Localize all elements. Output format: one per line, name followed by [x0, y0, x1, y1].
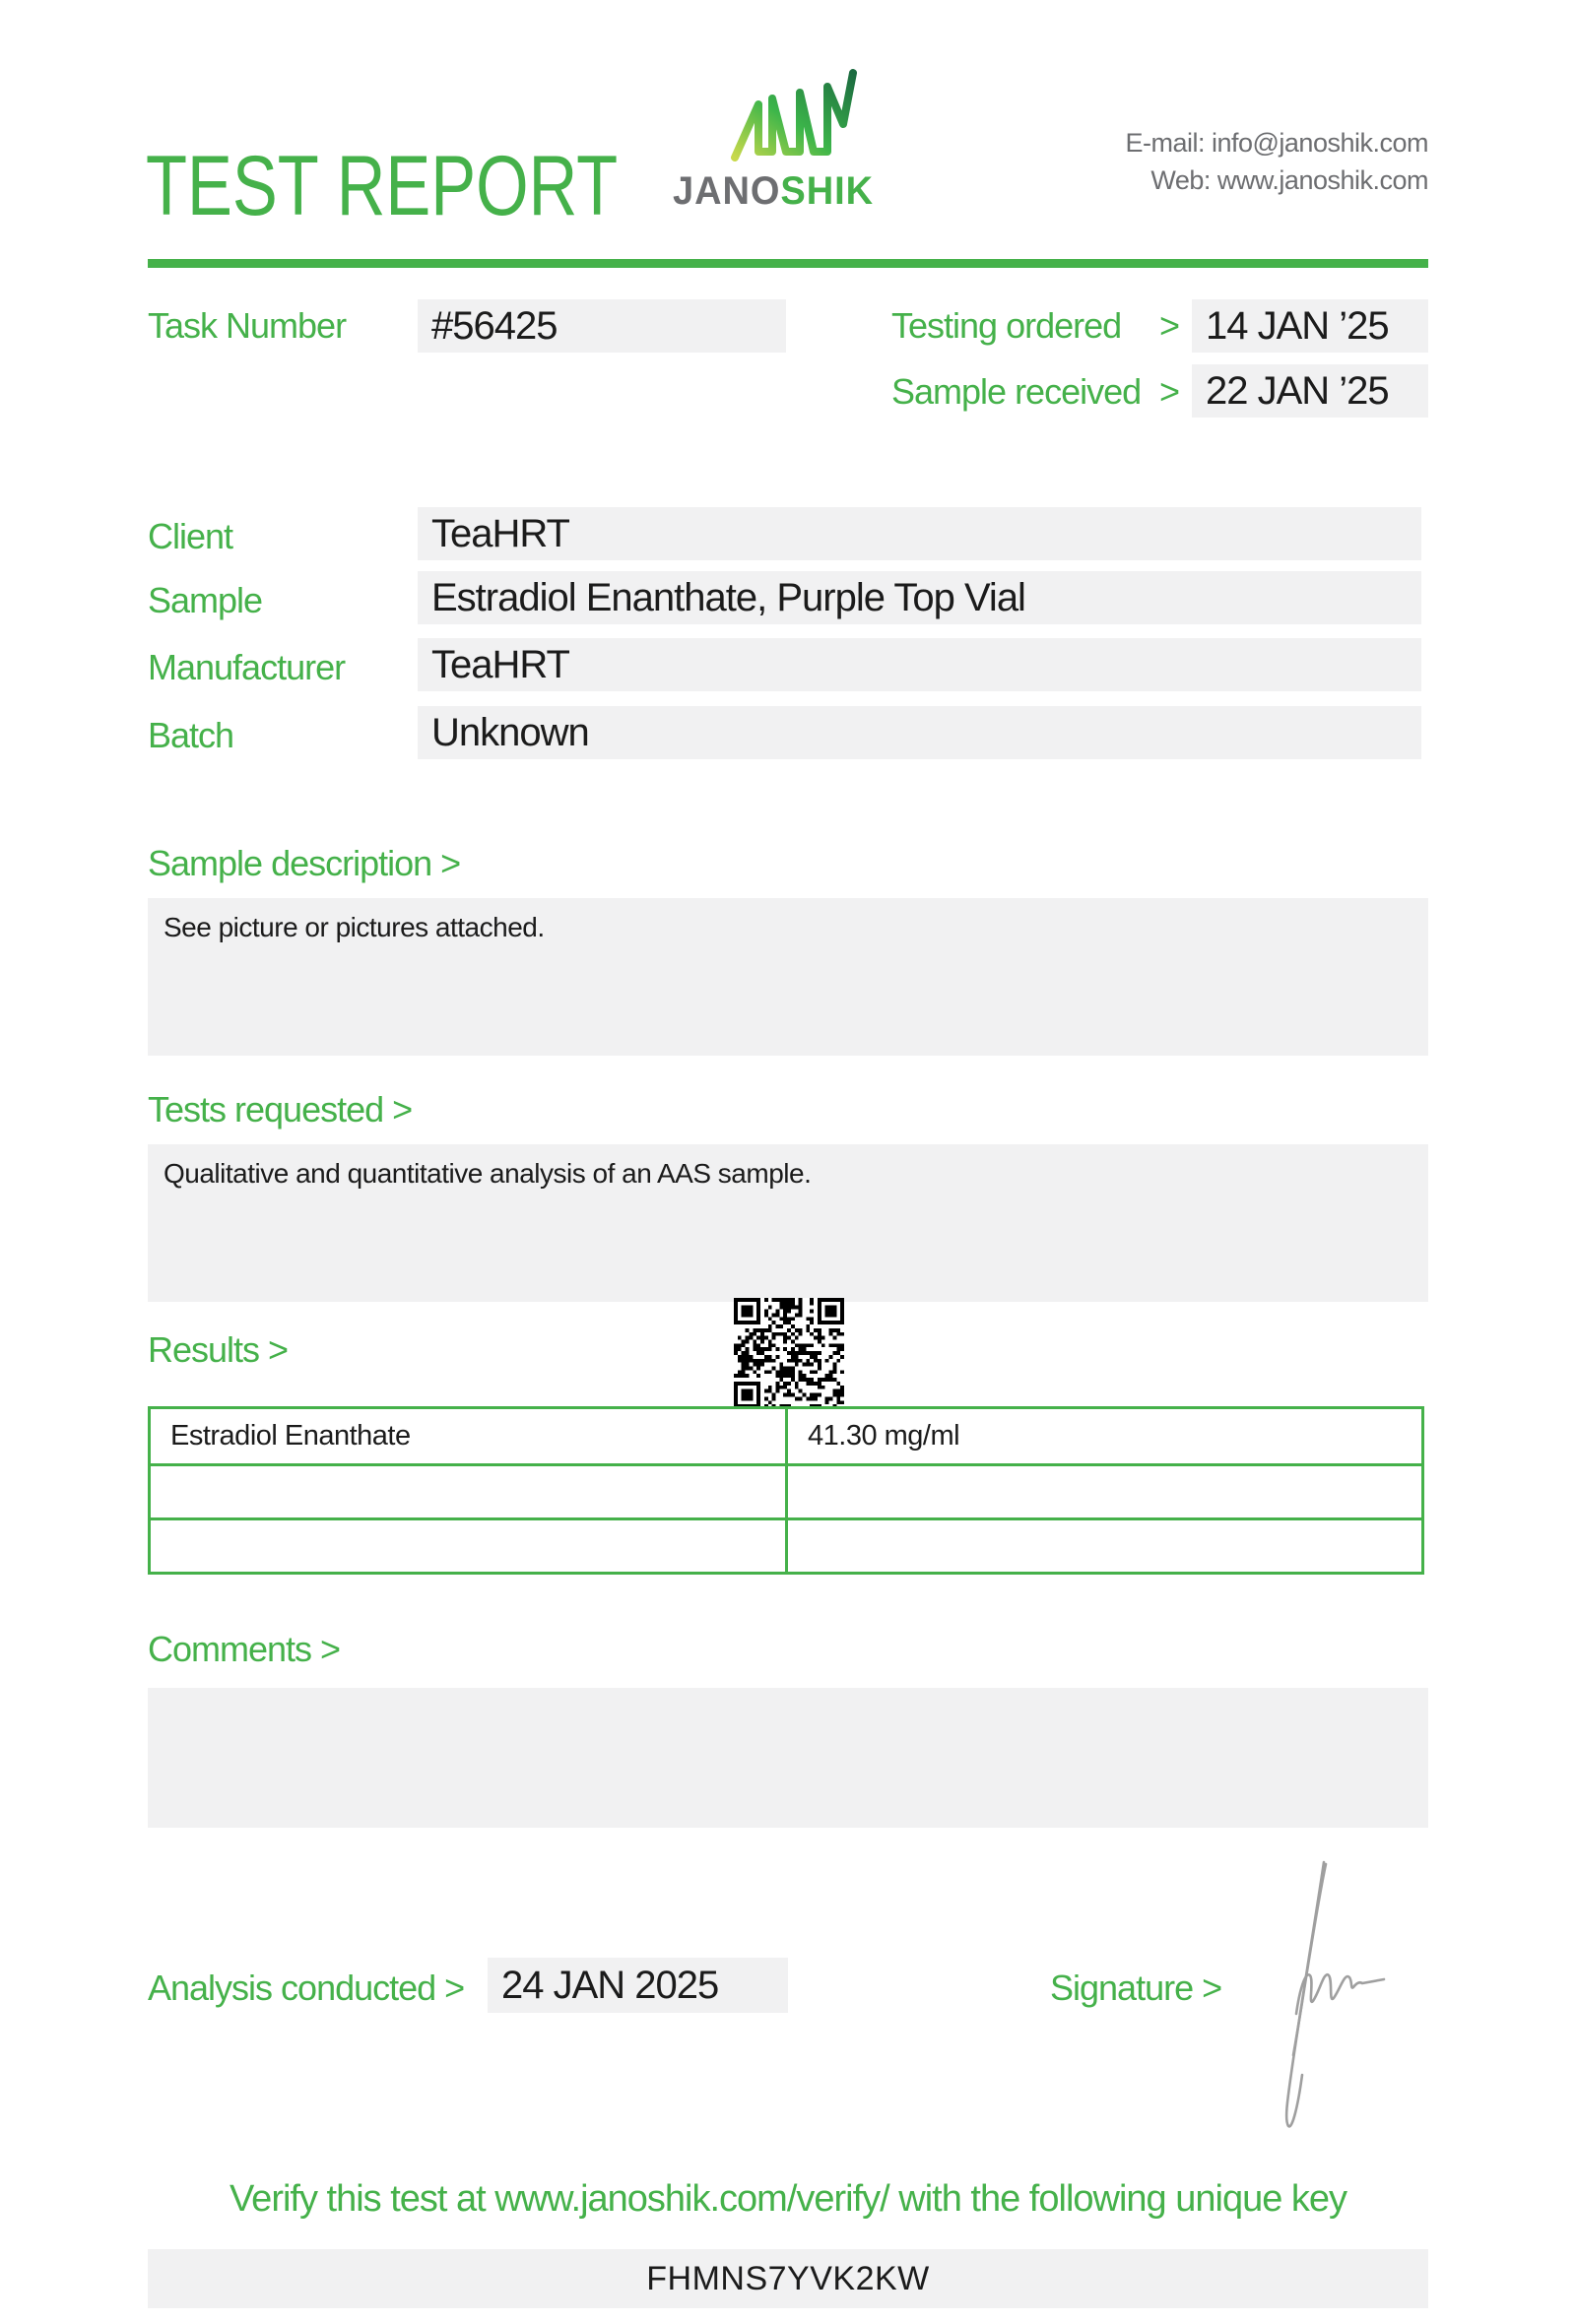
comments-heading: Comments > [148, 1629, 341, 1669]
tests-requested-heading: Tests requested > [148, 1089, 413, 1130]
header-divider [148, 259, 1428, 268]
testing-ordered-field [1192, 299, 1428, 353]
wordmark-gray-part: JANO [673, 169, 781, 213]
batch-value: Unknown [431, 710, 589, 754]
results-cell-substance: Estradiol Enanthate [170, 1420, 411, 1452]
testing-ordered-label [891, 305, 1179, 347]
verify-key-field [148, 2249, 1428, 2308]
results-table [148, 1406, 1424, 1575]
verify-key-value: FHMNS7YVK2KW [646, 2259, 930, 2297]
task-number-label: Task Number [148, 305, 347, 346]
sample-received-date: 22 JAN ’25 [1206, 368, 1389, 413]
results-cell-empty [151, 1517, 785, 1572]
tests-requested-text: Qualitative and quantitative analysis of an AAS sample. [164, 1158, 812, 1189]
sample-description-box [148, 898, 1428, 1056]
sample-value: Estradiol Enanthate, Purple Top Vial [431, 575, 1025, 619]
sample-received-field [1192, 364, 1428, 418]
client-field [418, 507, 1421, 560]
analysis-date-value: 24 JAN 2025 [501, 1963, 719, 2007]
janoshik-chart-logo-icon [729, 65, 861, 163]
batch-field [418, 706, 1421, 759]
contact-web: Web: www.janoshik.com [1150, 165, 1428, 195]
task-number-field [418, 299, 786, 353]
testing-ordered-arrow: > [1158, 305, 1179, 346]
analysis-conducted-label: Analysis conducted > [148, 1968, 465, 2008]
sample-field [418, 571, 1421, 624]
results-cell-empty [151, 1463, 785, 1517]
results-cell-concentration: 41.30 mg/ml [785, 1409, 1421, 1463]
janoshik-wordmark [652, 169, 895, 214]
client-label: Client [148, 516, 233, 556]
wordmark-green-part: SHIK [780, 169, 874, 213]
sample-received-arrow: > [1158, 371, 1179, 412]
batch-label: Batch [148, 715, 234, 755]
sample-received-text: Sample received [891, 371, 1142, 412]
verify-instruction: Verify this test at www.janoshik.com/verify/ with the following unique key [229, 2178, 1347, 2220]
verification-qr-code [734, 1298, 844, 1408]
signature-label: Signature > [1050, 1968, 1222, 2008]
client-value: TeaHRT [431, 511, 569, 555]
analysis-date-field [488, 1958, 788, 2013]
manufacturer-label: Manufacturer [148, 647, 346, 687]
contact-email: E-mail: info@janoshik.com [1125, 128, 1428, 158]
results-cell-empty [785, 1517, 1421, 1572]
manufacturer-field [418, 638, 1421, 691]
testing-ordered-text: Testing ordered [891, 305, 1122, 346]
tests-requested-box [148, 1144, 1428, 1302]
results-heading: Results > [148, 1329, 289, 1370]
sample-description-heading: Sample description > [148, 843, 461, 883]
testing-ordered-date: 14 JAN ’25 [1206, 303, 1389, 348]
contact-block [1125, 124, 1428, 199]
sample-description-text: See picture or pictures attached. [164, 912, 545, 942]
sample-received-label [891, 371, 1179, 413]
page-title: TEST REPORT [146, 139, 619, 233]
results-cell-empty [785, 1463, 1421, 1517]
manufacturer-value: TeaHRT [431, 642, 569, 686]
handwritten-signature [1261, 1846, 1409, 2142]
comments-box [148, 1688, 1428, 1828]
sample-label: Sample [148, 580, 263, 620]
task-number-value: #56425 [431, 303, 558, 348]
